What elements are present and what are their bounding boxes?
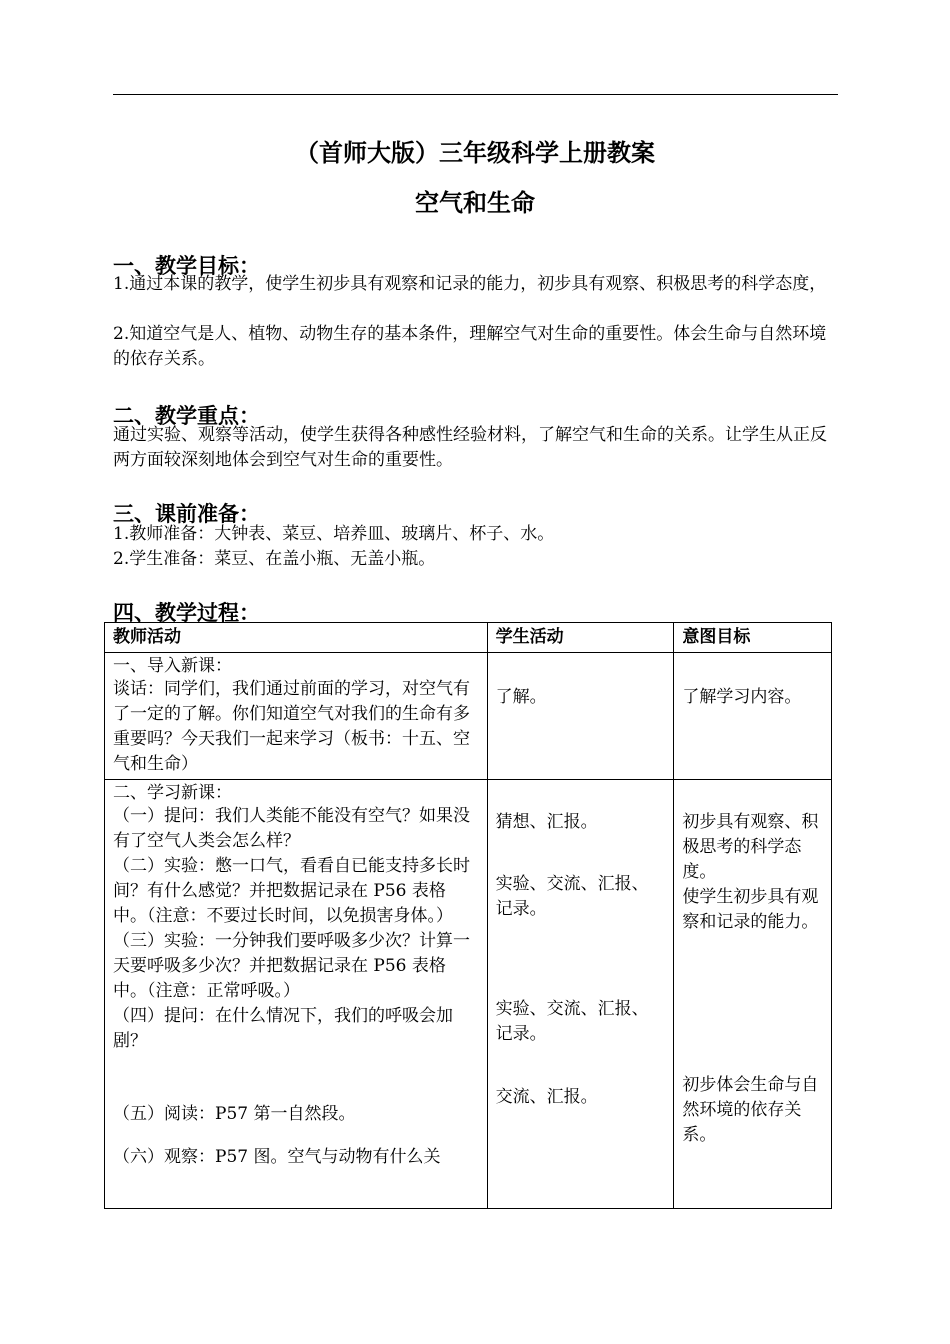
table-header-row	[105, 623, 832, 653]
goals-paragraph-1: 1.通过本课的教学，使学生初步具有观察和记录的能力，初步具有观察、积极思考的科学态度，	[113, 274, 827, 294]
section-heading-focus: 二、教学重点：	[113, 403, 260, 428]
cell-text: （五）阅读：P57 第一自然段。	[113, 1104, 356, 1124]
cell-text: （四）提问：在什么情况下，我们的呼吸会加剧？	[113, 1006, 453, 1051]
cell-text: 初步具有观察、积极思考的科学态度。	[682, 812, 819, 882]
cell-text: （一）提问：我们人类能不能没有空气？如果没有了空气人类会怎么样？	[113, 806, 470, 851]
cell-text: 实验、交流、汇报、记录。	[495, 999, 649, 1044]
section-heading-goals: 一、教学目标：	[113, 253, 260, 278]
student-cell	[487, 653, 674, 780]
cell-text: 交流、汇报。	[495, 1087, 598, 1107]
table-row	[105, 780, 832, 1209]
section-heading-prep: 三、课前准备：	[113, 501, 260, 526]
cell-text: （三）实验：一分钟我们要呼吸多少次？计算一天要呼吸多少次？并把数据记录在 P56 表格中。（注意：正常呼吸。）	[113, 931, 470, 1001]
header-intent-goal: 意图目标	[674, 623, 832, 653]
cell-text: 使学生初步具有观察和记录的能力。	[682, 887, 819, 932]
cell-text: 初步体会生命与自然环境的依存关系。	[682, 1075, 819, 1145]
cell-text: （二）实验：憋一口气，看看自已能支持多长时间？有什么感觉？并把数据记录在 P56 表格中。（注意：不要过长时间，以免损害身体。）	[113, 856, 470, 926]
table-row	[105, 653, 832, 780]
cell-text: 二、学习新课：	[113, 783, 232, 803]
header-rule	[113, 94, 838, 95]
cell-text: 了解。	[495, 687, 547, 707]
cell-text: 实验、交流、汇报、记录。	[495, 874, 649, 919]
cell-text: （六）观察：P57 图。空气与动物有什么关	[113, 1147, 441, 1167]
goal-cell	[674, 653, 832, 780]
goal-cell	[674, 780, 832, 1209]
teacher-cell	[105, 780, 488, 1209]
prep-teacher-line: 1.教师准备：大钟表、菜豆、培养皿、玻璃片、杯子、水。	[113, 524, 555, 544]
cell-text: 了解学习内容。	[682, 687, 802, 707]
cell-text: 谈话：同学们，我们通过前面的学习，对空气有了一定的了解。你们知道空气对我们的生命有多重要吗？今天我们一起来学习（板书：十五、空气和生命）	[113, 679, 470, 774]
header-student-activity: 学生活动	[487, 623, 674, 653]
header-teacher-activity: 教师活动	[105, 623, 488, 653]
cell-text: 猜想、汇报。	[495, 812, 598, 832]
lesson-title: 空气和生命	[415, 188, 535, 217]
document-title: （首师大版）三年级科学上册教案	[295, 138, 655, 167]
focus-paragraph: 通过实验、观察等活动，使学生获得各种感性经验材料，了解空气和生命的关系。让学生从正反两方面较深刻地体会到空气对生命的重要性。	[113, 425, 827, 470]
teacher-cell	[105, 653, 488, 780]
student-cell	[487, 780, 674, 1209]
process-table	[104, 622, 832, 1209]
section-heading-process: 四、教学过程：	[113, 600, 260, 625]
prep-student-line: 2.学生准备：菜豆、在盖小瓶、无盖小瓶。	[113, 549, 436, 569]
cell-text: 一、导入新课：	[113, 656, 232, 676]
goals-paragraph-2: 2.知道空气是人、植物、动物生存的基本条件，理解空气对生命的重要性。体会生命与自然环境的依存关系。	[113, 324, 827, 369]
